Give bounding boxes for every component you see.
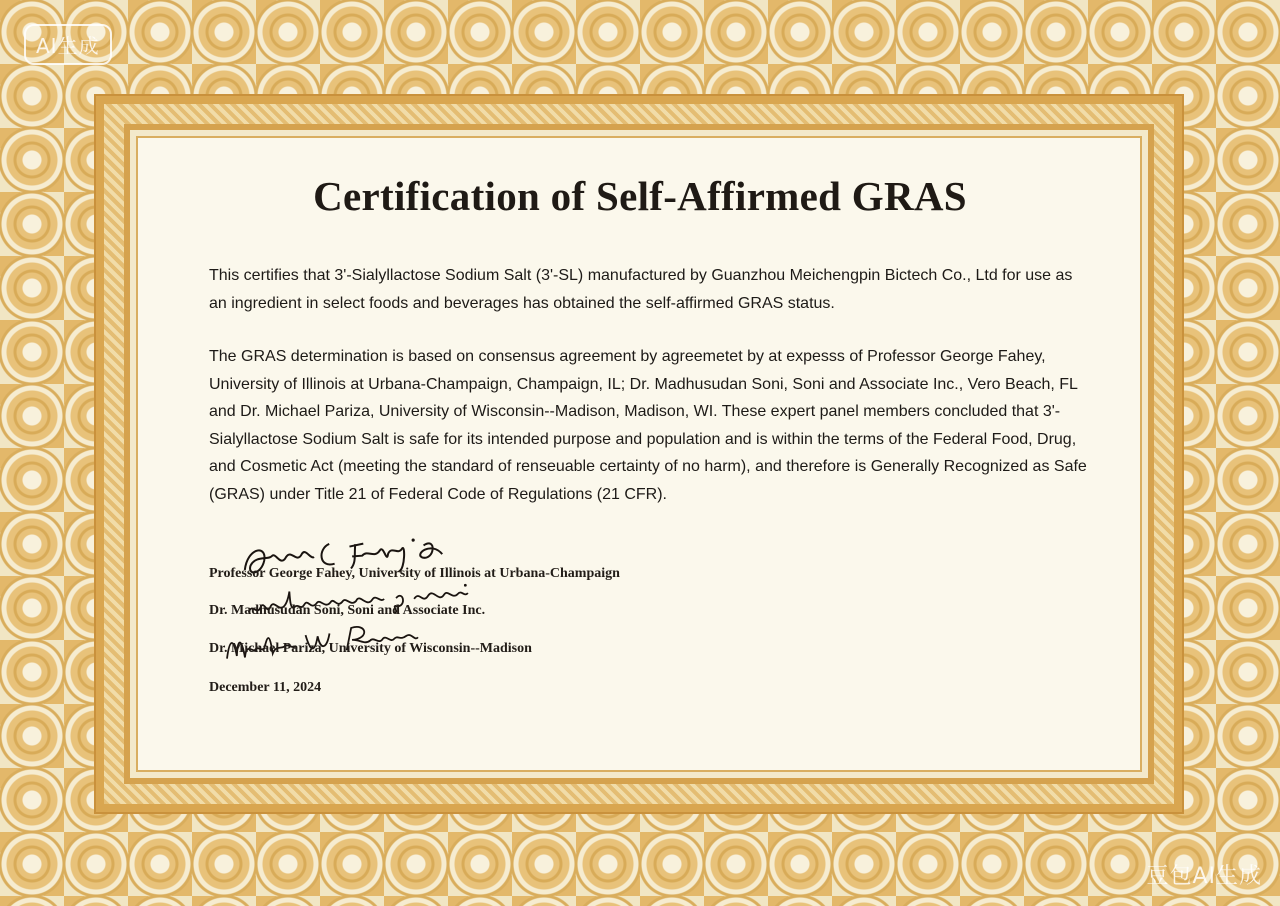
- determination-paragraph: The GRAS determination is based on consensus agreement by agreemetet by at expesss of Professor George Fahey, University of Illinois at Urbana-Champaign, Champaign, IL; Dr. Madhusudan Soni, Soni and Associate Inc., Vero Beach, FL and Dr. Michael Pariza, University of Wisconsin--Madison, Madison, WI. These expert panel members concluded that 3'-Sialyllactose Sodium Salt is safe for its intended purpose and population and is within the terms of the Federal Food, Drug, and Cosmetic Act (meeting the standard of renseuable certainty of no harm), and therefore is Generally Recognized as Safe (GRAS) under Title 21 of Federal Code of Regulations (21 CFR).: [209, 348, 1087, 503]
- watermark-bottom-right: 豆包AI生成: [1146, 864, 1262, 889]
- signatory-line-soni: Dr. Madhusudan Soni, Soni and Associate Inc.: [209, 603, 486, 618]
- signatory-line-pariza: Dr. Michael Pariza, University of Wisconsin--Madison: [209, 641, 532, 656]
- signatory-line-fahey: Professor George Fahey, University of Illinois at Urbana-Champaign: [209, 566, 620, 581]
- watermark-top-left: AI生成: [24, 24, 112, 65]
- certificate-date: December 11, 2024: [209, 680, 322, 695]
- certification-paragraph: This certifies that 3'-Sialyllactose Sodium Salt (3'-SL) manufactured by Guanzhou Meichengpin Bictech Co., Ltd for use as an ingredient in select foods and beverages has obtained the self-affirmed GRAS status.: [209, 267, 1073, 312]
- certificate-title: Certification of Self-Affirmed GRAS: [313, 173, 967, 219]
